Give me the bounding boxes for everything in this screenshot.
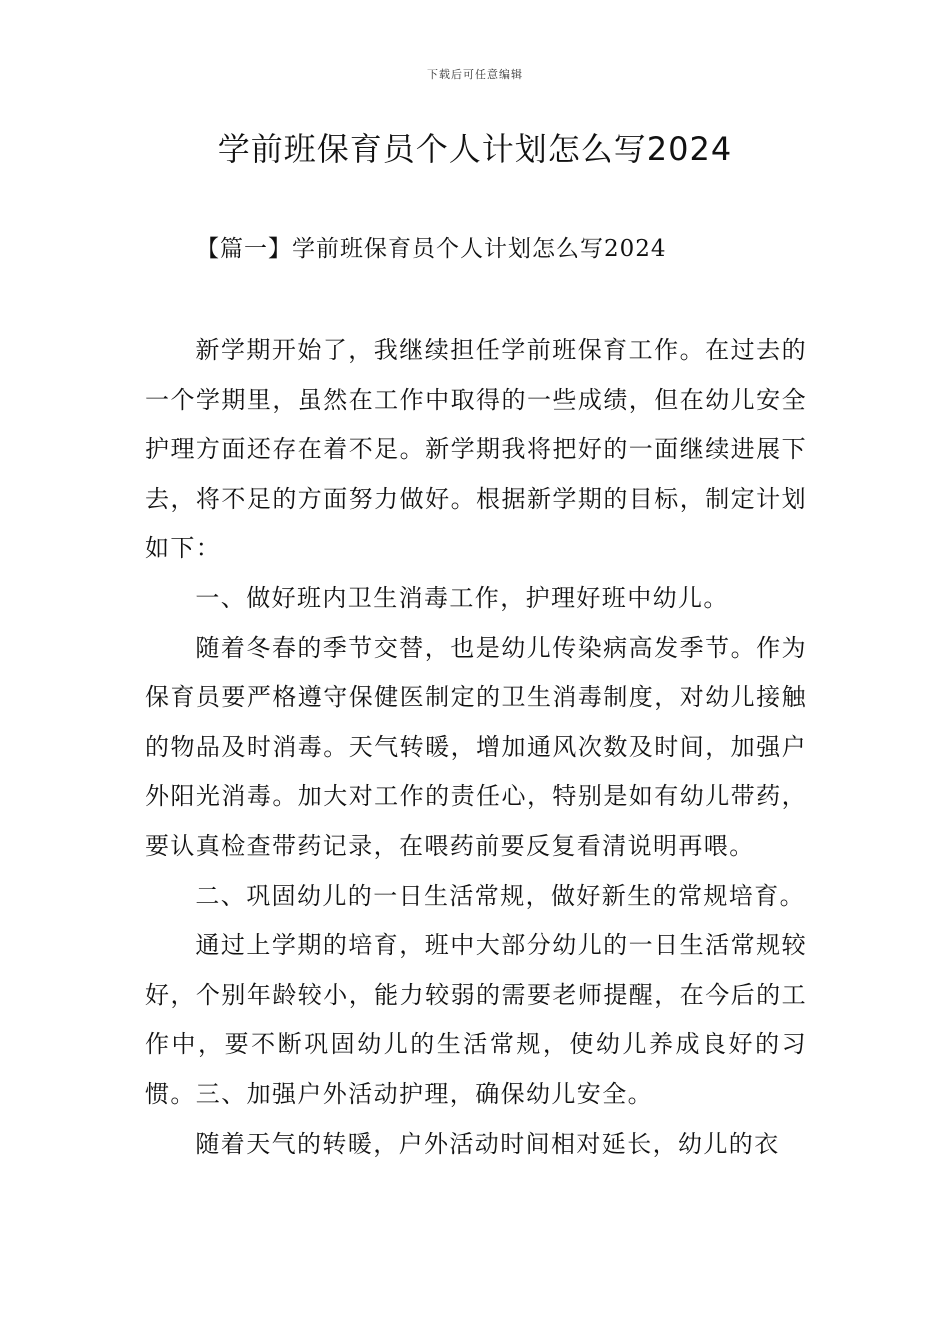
document-body — [145, 326, 807, 1169]
paragraph-intro: 新学期开始了，我继续担任学前班保育工作。在过去的一个学期里，虽然在工作中取得的一些成绩，但在幼儿安全护理方面还存在着不足。新学期我将把好的一面继续进展下去，将不足的方面努力做好。根据新学期的目标，制定计划如下： — [145, 336, 807, 563]
paragraph-outdoor: 随着天气的转暖，户外活动时间相对延长，幼儿的衣 — [195, 1129, 780, 1158]
paragraph-hygiene: 随着冬春的季节交替，也是幼儿传染病高发季节。作为保育员要严格遵守保健医制定的卫生消毒制度，对幼儿接触的物品及时消毒。天气转暖，增加通风次数及时间，加强户外阳光消毒。加大对工作的责任心，特别是如有幼儿带药，要认真检查带药记录，在喂药前要反复看清说明再喂。 — [145, 633, 807, 860]
section-title: 【篇一】学前班保育员个人计划怎么写2024 — [196, 236, 667, 262]
paragraph-heading-1: 一、做好班内卫生消毒工作，护理好班中幼儿。 — [195, 583, 729, 612]
paragraph-routine: 通过上学期的培育，班中大部分幼儿的一日生活常规较好，个别年龄较小，能力较弱的需要老师提醒，在今后的工作中，要不断巩固幼儿的生活常规，使幼儿养成良好的习惯。三、加强户外活动护理，确保幼儿安全。 — [145, 931, 807, 1108]
document-title: 学前班保育员个人计划怎么写2024 — [217, 130, 733, 168]
header-note: 下载后可任意编辑 — [427, 68, 523, 81]
paragraph-heading-2: 二、巩固幼儿的一日生活常规，做好新生的常规培育。 — [195, 881, 805, 910]
